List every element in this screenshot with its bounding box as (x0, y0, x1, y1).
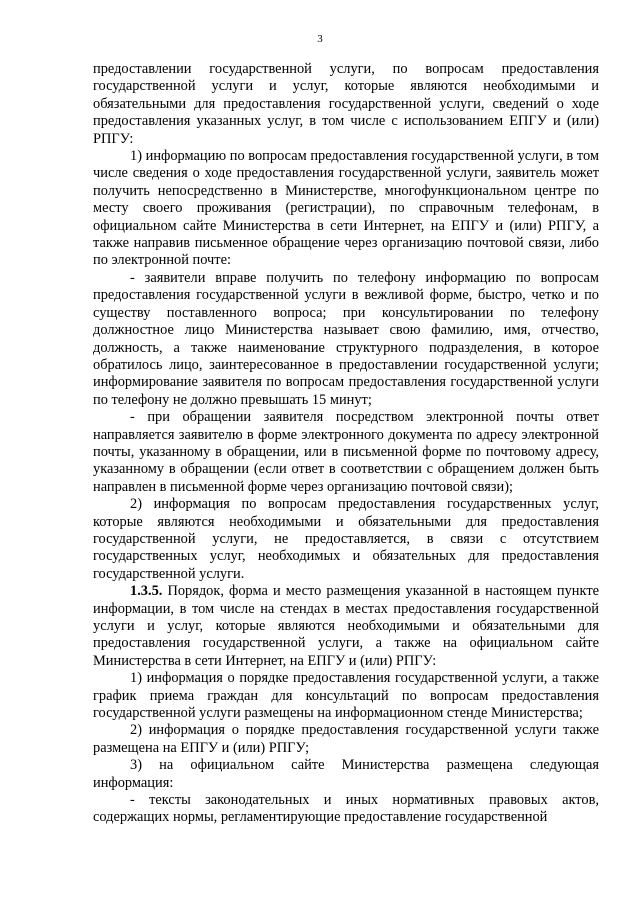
section-number: 1.3.5. (130, 583, 163, 600)
paragraph: 2) информация по вопросам предоставления государственных услуг, которые являются необходимыми и обязательными для предоставления государственной услуги, не предоставляется, в связи с отсутствием государственных услуг, необходимых и обязательных для предоставления государственной услуги. (93, 496, 599, 582)
paragraph: - заявители вправе получить по телефону информацию по вопросам предоставления государственной услуги в вежливой форме, быстро, четко и по существу поставленного вопроса; при консультировании по телефону должностное лицо Министерства называет свою фамилию, имя, отчество, должность, а также наименование структурного подразделения, в которое обратилось лицо, заинтересованное в предоставлении государственной услуги; информирование заявителя по вопросам предоставления государственной услуги по телефону не должно превышать 15 минут; (93, 269, 599, 408)
paragraph: - тексты законодательных и иных нормативных правовых актов, содержащих нормы, регламентирующие предоставление государственной (93, 792, 599, 826)
paragraph: 2) информация о порядке предоставления государственной услуги также размещена на ЕПГУ и (или) РПГУ; (93, 722, 599, 756)
paragraph-text: Порядок, форма и место размещения указанной в настоящем пункте информации, в том числе на стендах в местах предоставления государственной услуги и услуг, которые являются необходимыми и обязательными для предоставления государственной услуги, а также на официальном сайте Министерства в сети Интернет, на ЕПГУ и (или) РПГУ: (93, 583, 599, 669)
document-body (93, 61, 599, 827)
paragraph: предоставлении государственной услуги, по вопросам предоставления государственной услуги и услуг, которые являются необходимыми и обязательными для предоставления государственной услуги, сведений о ходе предоставления указанных услуг, в том числе с использованием ЕПГУ и (или) РПГУ: (93, 61, 599, 147)
paragraph (93, 583, 599, 670)
paragraph: - при обращении заявителя посредством электронной почты ответ направляется заявителю в форме электронного документа по адресу электронной почты, указанному в обращении, или в письменной форме по почтовому адресу, указанному в обращении (если ответ в соответствии с обращением должен быть направлен в письменной форме через организацию почтовой связи); (93, 409, 599, 495)
paragraph: 3) на официальном сайте Министерства размещена следующая информация: (93, 757, 599, 791)
paragraph: 1) информацию по вопросам предоставления государственной услуги, в том числе сведения о ходе предоставления государственной услуги, заявитель может получить непосредственно в Министерстве, многофункциональном центре по месту своего проживания (регистрации), по справочным телефонам, в официальном сайте Министерства в сети Интернет, на ЕПГУ и (или) РПГУ, а также направив письменное обращение через организацию почтовой связи, либо по электронной почте: (93, 148, 599, 269)
paragraph: 1) информация о порядке предоставления государственной услуги, а также график приема граждан для консультаций по вопросам предоставления государственной услуги размещены на информационном стенде Министерства; (93, 670, 599, 722)
page-number: 3 (317, 33, 323, 45)
